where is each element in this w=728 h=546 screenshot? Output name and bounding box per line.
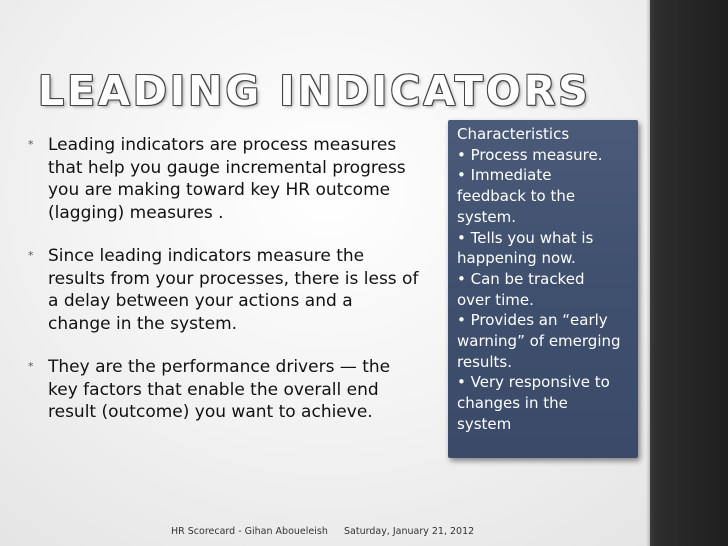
bullet-marker: * bbox=[28, 360, 34, 373]
bullet-line: (lagging) measures . bbox=[48, 202, 224, 223]
bullet-line: Since leading indicators measure the bbox=[48, 246, 365, 266]
bullet-line: that help you gauge incremental progress bbox=[48, 157, 406, 178]
bullet-line: Leading indicators are process measures bbox=[48, 135, 397, 155]
characteristics-line: over time. bbox=[457, 290, 534, 309]
footer-author: HR Scorecard - Gihan Aboueleish bbox=[171, 526, 328, 537]
characteristics-line: happening now. bbox=[457, 249, 576, 268]
bullet-marker: * bbox=[28, 138, 34, 151]
characteristics-text bbox=[457, 124, 639, 435]
characteristics-line: • Tells you what is bbox=[457, 228, 594, 247]
characteristics-box bbox=[448, 120, 638, 458]
slide-title: LEADING INDICATORS bbox=[38, 67, 591, 115]
bullet-item-1 bbox=[28, 134, 448, 224]
bullet-item-2 bbox=[28, 245, 448, 335]
characteristics-line: • Can be tracked bbox=[457, 269, 585, 288]
bullet-item-3 bbox=[28, 356, 448, 424]
footer-date: Saturday, January 21, 2012 bbox=[344, 526, 475, 537]
characteristics-line: system bbox=[457, 414, 512, 433]
bullet-line: They are the performance drivers — the bbox=[48, 357, 391, 377]
bullet-marker: * bbox=[28, 249, 34, 262]
characteristics-heading: Characteristics bbox=[457, 125, 570, 143]
bullet-line: a delay between your actions and a bbox=[48, 291, 353, 311]
bullet-list bbox=[28, 134, 448, 445]
characteristics-line: changes in the bbox=[457, 394, 568, 413]
right-decorative-bar bbox=[650, 0, 728, 546]
bullet-line: result (outcome) you want to achieve. bbox=[48, 402, 373, 422]
characteristics-line: warning” of emerging bbox=[457, 332, 621, 351]
characteristics-line: system. bbox=[457, 207, 516, 226]
bullet-line: you are making toward key HR outcome bbox=[48, 180, 391, 200]
characteristics-line: results. bbox=[457, 352, 513, 371]
characteristics-line: • Provides an “early bbox=[457, 311, 608, 330]
characteristics-line: • Process measure. bbox=[457, 145, 603, 164]
characteristics-line: feedback to the bbox=[457, 187, 576, 206]
bullet-line: key factors that enable the overall end bbox=[48, 379, 379, 400]
bullet-line: change in the system. bbox=[48, 313, 238, 334]
characteristics-line: • Immediate bbox=[457, 166, 552, 185]
characteristics-line: • Very responsive to bbox=[457, 373, 610, 392]
bullet-line: results from your processes, there is less of bbox=[48, 268, 419, 289]
